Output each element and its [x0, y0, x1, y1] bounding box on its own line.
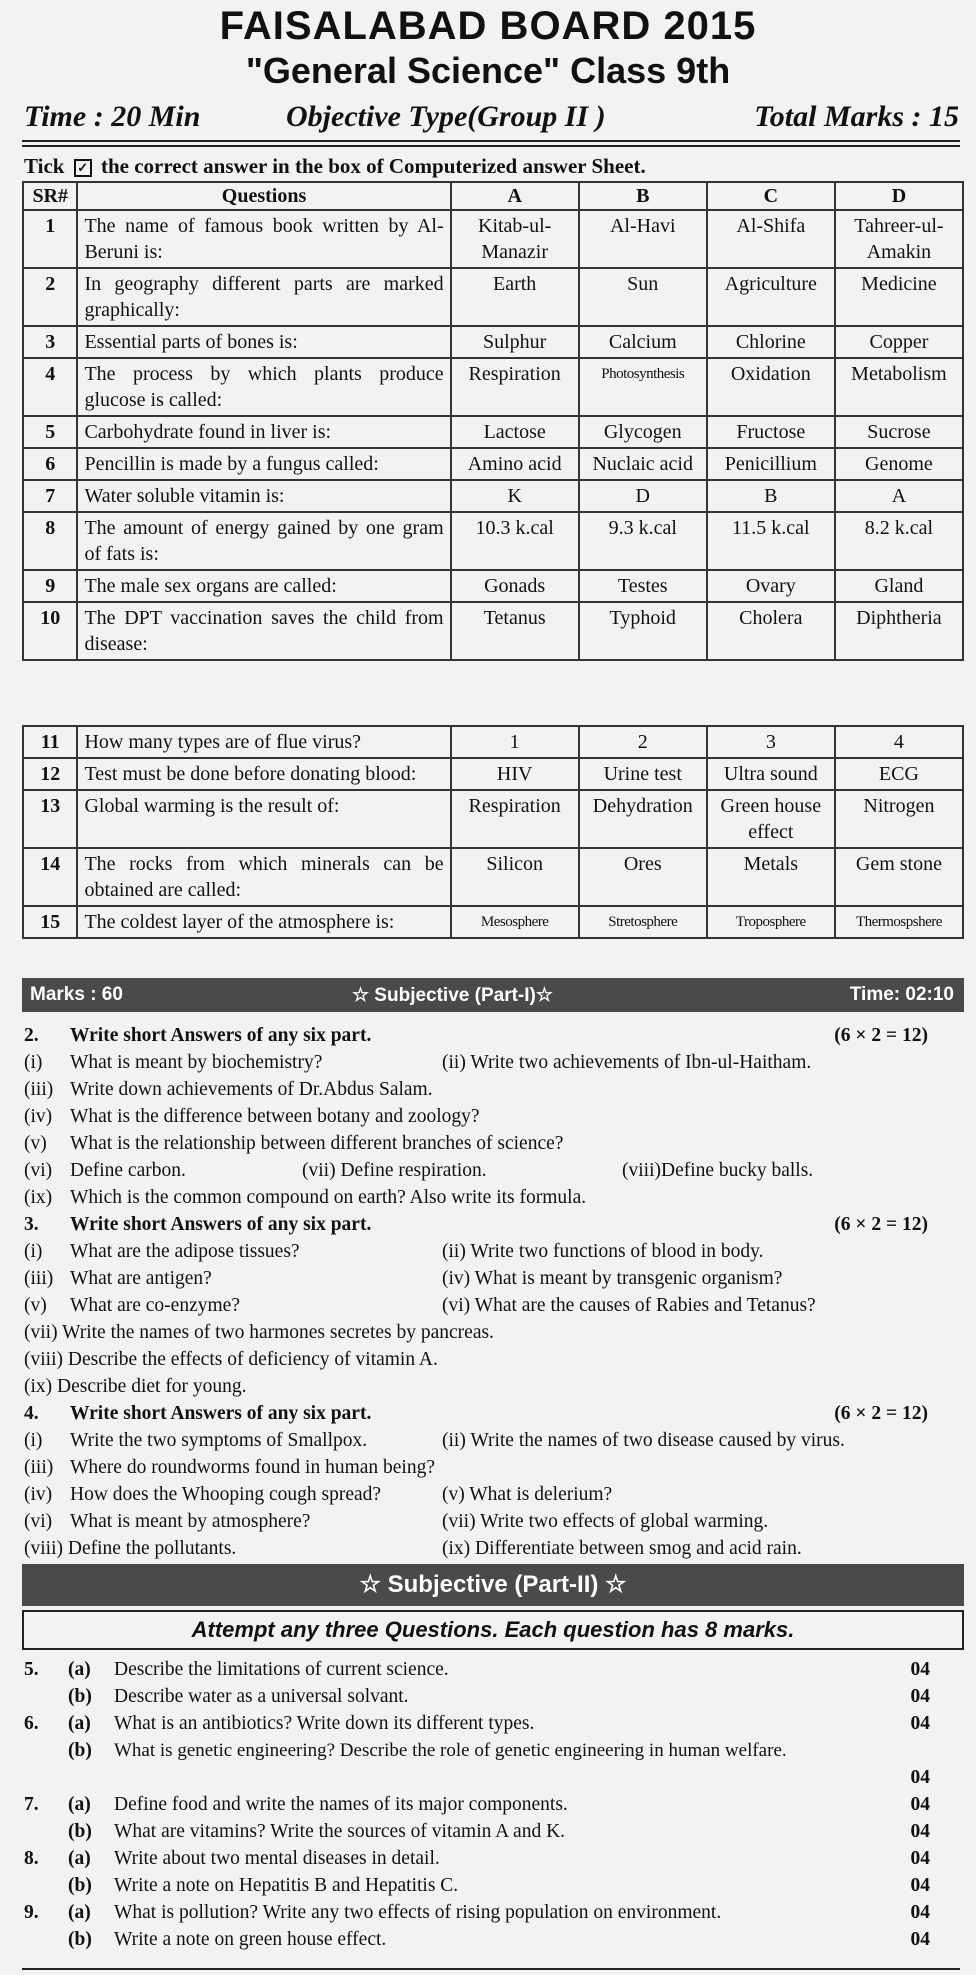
- question-cell: The male sex organs are called:: [77, 570, 450, 602]
- option-c: Cholera: [707, 602, 835, 660]
- question-text: Describe water as a universal solvant.: [114, 1686, 409, 1707]
- question-title: Write short Answers of any six part.: [70, 1025, 372, 1046]
- sr-cell: 12: [23, 758, 77, 790]
- sr-cell: 10: [23, 602, 77, 660]
- question-cell: Test must be done before donating blood:: [77, 758, 450, 790]
- objective-table-1: [22, 181, 964, 661]
- list-item: [24, 1238, 960, 1265]
- option-b: Testes: [579, 570, 707, 602]
- header-b: B: [579, 182, 707, 210]
- option-a: Mesosphere: [451, 906, 579, 938]
- bottom-rule: [22, 1968, 960, 1970]
- item-label: (vi): [24, 1160, 53, 1181]
- table-row: [23, 906, 963, 938]
- table-row: [23, 480, 963, 512]
- header-d: D: [835, 182, 963, 210]
- long-question-9a: [24, 1899, 960, 1926]
- list-item: [24, 1049, 960, 1076]
- option-d: Copper: [835, 326, 963, 358]
- part-label: (b): [68, 1686, 92, 1707]
- part2-instruction: Attempt any three Questions. Each question has 8 marks.: [22, 1610, 964, 1650]
- part-label: (b): [68, 1929, 92, 1950]
- question-marks: 04: [910, 1821, 930, 1842]
- option-a: Lactose: [451, 416, 579, 448]
- table-row: [23, 570, 963, 602]
- question-marks: 04: [910, 1767, 930, 1788]
- option-b: Typhoid: [579, 602, 707, 660]
- option-a: 1: [451, 726, 579, 758]
- option-c: Chlorine: [707, 326, 835, 358]
- long-question-5a: [24, 1656, 960, 1683]
- option-c: Metals: [707, 848, 835, 906]
- list-item: [24, 1076, 960, 1103]
- option-b: Stretosphere: [579, 906, 707, 938]
- list-item: [24, 1346, 960, 1373]
- sr-cell: 15: [23, 906, 77, 938]
- part-label: (b): [68, 1740, 92, 1761]
- item-text: Define carbon.: [70, 1160, 186, 1181]
- option-a: Sulphur: [451, 326, 579, 358]
- part-label: (b): [68, 1875, 92, 1896]
- question-cell: Essential parts of bones is:: [77, 326, 450, 358]
- option-a: 10.3 k.cal: [451, 512, 579, 570]
- instruction-pre: Tick: [24, 154, 65, 178]
- list-item: [24, 1319, 960, 1346]
- option-c: Oxidation: [707, 358, 835, 416]
- question-number: 9.: [24, 1902, 39, 1923]
- option-b: Dehydration: [579, 790, 707, 848]
- question-marks: 04: [910, 1713, 930, 1734]
- objective-table-2: [22, 725, 964, 939]
- header-questions: Questions: [77, 182, 450, 210]
- question-cell: The DPT vaccination saves the child from disease:: [77, 602, 450, 660]
- item-label: (i): [24, 1241, 43, 1262]
- item-text: Which is the common compound on earth? Also write its formula.: [70, 1187, 587, 1208]
- question-text: Write a note on Hepatitis B and Hepatitis C.: [114, 1875, 459, 1896]
- item-label: (iv): [24, 1484, 53, 1505]
- part1-title: ☆ Subjective (Part-I)☆: [352, 985, 553, 1006]
- item-label: (iii): [24, 1457, 54, 1478]
- item-text: (ii) Write two achievements of Ibn-ul-Haitham.: [442, 1052, 812, 1073]
- item-text: (iv) What is meant by transgenic organism?: [442, 1268, 783, 1289]
- option-d: Sucrose: [835, 416, 963, 448]
- long-question-7a: [24, 1791, 960, 1818]
- table-row: [23, 512, 963, 570]
- sr-cell: 5: [23, 416, 77, 448]
- option-b: 2: [579, 726, 707, 758]
- part-label: (a): [68, 1848, 91, 1869]
- option-d: Tahreer-ul-Amakin: [835, 210, 963, 268]
- option-d: Diphtheria: [835, 602, 963, 660]
- item-label: (iii): [24, 1079, 54, 1100]
- long-question-7b: [24, 1818, 960, 1845]
- table-row: [23, 448, 963, 480]
- question-cell: The rocks from which minerals can be obtained are called:: [77, 848, 450, 906]
- option-c: B: [707, 480, 835, 512]
- question-marks: 04: [910, 1794, 930, 1815]
- option-d: A: [835, 480, 963, 512]
- question-number: 2.: [24, 1025, 39, 1046]
- list-item: [24, 1481, 960, 1508]
- question-marks: 04: [910, 1875, 930, 1896]
- item-text: (vi) What are the causes of Rabies and Tetanus?: [442, 1295, 816, 1316]
- time-label: Time: 02:10: [849, 984, 954, 1005]
- option-d: Gland: [835, 570, 963, 602]
- option-a: Amino acid: [451, 448, 579, 480]
- option-a: HIV: [451, 758, 579, 790]
- list-item: [24, 1184, 960, 1211]
- table-row: [23, 358, 963, 416]
- option-b: 9.3 k.cal: [579, 512, 707, 570]
- list-item: [24, 1454, 960, 1481]
- question-number: 3.: [24, 1214, 39, 1235]
- option-d: Gem stone: [835, 848, 963, 906]
- question-text: What is genetic engineering? Describe the role of genetic engineering in human welfare.: [114, 1740, 787, 1761]
- option-a: K: [451, 480, 579, 512]
- option-b: Glycogen: [579, 416, 707, 448]
- question-text: Write about two mental diseases in detail.: [114, 1848, 440, 1869]
- long-question-6b: [24, 1737, 960, 1764]
- option-c: Green house effect: [707, 790, 835, 848]
- sr-cell: 14: [23, 848, 77, 906]
- subjective-part2-bar: ☆ Subjective (Part-II) ☆: [22, 1564, 964, 1606]
- item-text: Where do roundworms found in human being?: [70, 1457, 435, 1478]
- header-divider: [22, 140, 960, 142]
- item-text: (vii) Define respiration.: [302, 1160, 487, 1181]
- item-text: (ix) Differentiate between smog and acid rain.: [442, 1538, 802, 1559]
- option-b: Ores: [579, 848, 707, 906]
- table-row: [23, 602, 963, 660]
- checkbox-icon: ✓: [74, 159, 92, 177]
- option-c: Ultra sound: [707, 758, 835, 790]
- question-3-head: [24, 1211, 960, 1238]
- option-b: Sun: [579, 268, 707, 326]
- option-c: 11.5 k.cal: [707, 512, 835, 570]
- question-text: What are vitamins? Write the sources of vitamin A and K.: [114, 1821, 566, 1842]
- item-label: (i): [24, 1430, 43, 1451]
- sr-cell: 3: [23, 326, 77, 358]
- option-b: D: [579, 480, 707, 512]
- item-text: (ii) Write two functions of blood in body.: [442, 1241, 764, 1262]
- board-title: FAISALABAD BOARD 2015: [219, 4, 757, 48]
- part-label: (a): [68, 1659, 91, 1680]
- sr-cell: 13: [23, 790, 77, 848]
- option-b: Calcium: [579, 326, 707, 358]
- option-b: Nuclaic acid: [579, 448, 707, 480]
- sr-cell: 11: [23, 726, 77, 758]
- sr-cell: 7: [23, 480, 77, 512]
- item-text: How does the Whooping cough spread?: [70, 1484, 382, 1505]
- option-b: Al-Havi: [579, 210, 707, 268]
- time-label: Time : 20 Min: [24, 100, 201, 133]
- option-c: 3: [707, 726, 835, 758]
- question-text: Write a note on green house effect.: [114, 1929, 387, 1950]
- item-text: What is meant by atmosphere?: [70, 1511, 311, 1532]
- question-number: 5.: [24, 1659, 39, 1680]
- item-text: What are the adipose tissues?: [70, 1241, 300, 1262]
- table-row: [23, 848, 963, 906]
- question-text: What is an antibiotics? Write down its different types.: [114, 1713, 535, 1734]
- option-a: Silicon: [451, 848, 579, 906]
- option-d: 4: [835, 726, 963, 758]
- sr-cell: 6: [23, 448, 77, 480]
- item-text: (v) What is delerium?: [442, 1484, 613, 1505]
- option-c: Penicillium: [707, 448, 835, 480]
- item-text: (viii)Define bucky balls.: [622, 1160, 814, 1181]
- item-text: (ii) Write the names of two disease caused by virus.: [442, 1430, 845, 1451]
- item-label: (vi): [24, 1511, 53, 1532]
- option-c: Agriculture: [707, 268, 835, 326]
- question-cell: In geography different parts are marked graphically:: [77, 268, 450, 326]
- part-label: (a): [68, 1713, 91, 1734]
- item-label: (v): [24, 1295, 47, 1316]
- question-marks: (6 × 2 = 12): [834, 1214, 928, 1235]
- option-c: Troposphere: [707, 906, 835, 938]
- question-marks: 04: [910, 1659, 930, 1680]
- paper-type: Objective Type(Group II ): [286, 100, 606, 133]
- option-a: Respiration: [451, 790, 579, 848]
- question-marks: (6 × 2 = 12): [834, 1025, 928, 1046]
- part-label: (b): [68, 1821, 92, 1842]
- question-cell: The coldest layer of the atmosphere is:: [77, 906, 450, 938]
- question-cell: How many types are of flue virus?: [77, 726, 450, 758]
- sr-cell: 2: [23, 268, 77, 326]
- list-item: [24, 1103, 960, 1130]
- question-cell: The process by which plants produce glucose is called:: [77, 358, 450, 416]
- list-item: [24, 1130, 960, 1157]
- item-text: Write down achievements of Dr.Abdus Salam.: [70, 1079, 433, 1100]
- table-row: [23, 326, 963, 358]
- option-d: Nitrogen: [835, 790, 963, 848]
- item-text: (vii) Write two effects of global warming.: [442, 1511, 769, 1532]
- option-d: Medicine: [835, 268, 963, 326]
- header-a: A: [451, 182, 579, 210]
- question-2-head: [24, 1022, 960, 1049]
- long-question-8b: [24, 1872, 960, 1899]
- table-row: [23, 758, 963, 790]
- option-d: Genome: [835, 448, 963, 480]
- option-a: Gonads: [451, 570, 579, 602]
- list-item: [24, 1265, 960, 1292]
- item-text: What is the difference between botany and zoology?: [70, 1106, 480, 1127]
- question-cell: Water soluble vitamin is:: [77, 480, 450, 512]
- list-item: [24, 1427, 960, 1454]
- question-title: Write short Answers of any six part.: [70, 1403, 372, 1424]
- part-label: (a): [68, 1794, 91, 1815]
- question-marks: (6 × 2 = 12): [834, 1403, 928, 1424]
- subject-title: "General Science" Class 9th: [245, 50, 731, 91]
- question-number: 8.: [24, 1848, 39, 1869]
- list-item: [24, 1535, 960, 1562]
- option-a: Kitab-ul-Manazir: [451, 210, 579, 268]
- question-number: 7.: [24, 1794, 39, 1815]
- question-marks: 04: [910, 1686, 930, 1707]
- sr-cell: 9: [23, 570, 77, 602]
- list-item: [24, 1373, 960, 1400]
- long-question-5b: [24, 1683, 960, 1710]
- option-a: Tetanus: [451, 602, 579, 660]
- question-text: Define food and write the names of its major components.: [114, 1794, 568, 1815]
- question-cell: The amount of energy gained by one gram of fats is:: [77, 512, 450, 570]
- option-a: Earth: [451, 268, 579, 326]
- long-question-6b-marks: [24, 1764, 960, 1791]
- option-b: Photosynthesis: [579, 358, 707, 416]
- option-d: Metabolism: [835, 358, 963, 416]
- list-item: [24, 1292, 960, 1319]
- item-text: (viii) Describe the effects of deficiency of vitamin A.: [24, 1349, 438, 1370]
- item-text: Write the two symptoms of Smallpox.: [70, 1430, 368, 1451]
- option-a: Respiration: [451, 358, 579, 416]
- list-item: [24, 1508, 960, 1535]
- part-label: (a): [68, 1902, 91, 1923]
- question-marks: 04: [910, 1929, 930, 1950]
- total-marks: Total Marks : 15: [754, 100, 959, 133]
- long-question-6a: [24, 1710, 960, 1737]
- item-label: (v): [24, 1133, 47, 1154]
- option-d: ECG: [835, 758, 963, 790]
- header-divider: [22, 145, 960, 147]
- option-c: Fructose: [707, 416, 835, 448]
- table-row: [23, 790, 963, 848]
- subjective-part1-bar: [22, 978, 964, 1012]
- instruction-post: the correct answer in the box of Computerized answer Sheet.: [100, 154, 646, 178]
- sr-cell: 4: [23, 358, 77, 416]
- header-c: C: [707, 182, 835, 210]
- table-row: [23, 726, 963, 758]
- question-marks: 04: [910, 1902, 930, 1923]
- question-cell: Pencillin is made by a fungus called:: [77, 448, 450, 480]
- question-cell: The name of famous book written by Al-Beruni is:: [77, 210, 450, 268]
- marks-label: Marks : 60: [30, 984, 123, 1005]
- table-row: [23, 416, 963, 448]
- item-text: (ix) Describe diet for young.: [24, 1376, 247, 1397]
- option-d: Thermospshere: [835, 906, 963, 938]
- sr-cell: 8: [23, 512, 77, 570]
- question-cell: Global warming is the result of:: [77, 790, 450, 848]
- question-text: What is pollution? Write any two effects of rising population on environment.: [114, 1902, 722, 1923]
- question-title: Write short Answers of any six part.: [70, 1214, 372, 1235]
- item-text: What are co-enzyme?: [70, 1295, 240, 1316]
- option-b: Urine test: [579, 758, 707, 790]
- question-number: 6.: [24, 1713, 39, 1734]
- option-c: Al-Shifa: [707, 210, 835, 268]
- item-text: What are antigen?: [70, 1268, 212, 1289]
- table-row: [23, 268, 963, 326]
- header-sr: SR#: [23, 182, 77, 210]
- table-header-row: [23, 182, 963, 210]
- item-label: (ix): [24, 1187, 53, 1208]
- option-c: Ovary: [707, 570, 835, 602]
- question-cell: Carbohydrate found in liver is:: [77, 416, 450, 448]
- long-question-8a: [24, 1845, 960, 1872]
- question-marks: 04: [910, 1848, 930, 1869]
- long-question-9b: [24, 1926, 960, 1953]
- instruction: [24, 154, 646, 179]
- sr-cell: 1: [23, 210, 77, 268]
- item-text: What is meant by biochemistry?: [70, 1052, 323, 1073]
- item-label: (i): [24, 1052, 43, 1073]
- question-number: 4.: [24, 1403, 39, 1424]
- list-item: [24, 1157, 960, 1184]
- question-4-head: [24, 1400, 960, 1427]
- item-text: What is the relationship between different branches of science?: [70, 1133, 564, 1154]
- item-text: (vii) Write the names of two harmones secretes by pancreas.: [24, 1322, 494, 1343]
- option-d: 8.2 k.cal: [835, 512, 963, 570]
- question-text: Describe the limitations of current science.: [114, 1659, 449, 1680]
- item-label: (iv): [24, 1106, 53, 1127]
- item-text: (viii) Define the pollutants.: [24, 1538, 237, 1559]
- table-row: [23, 210, 963, 268]
- item-label: (iii): [24, 1268, 54, 1289]
